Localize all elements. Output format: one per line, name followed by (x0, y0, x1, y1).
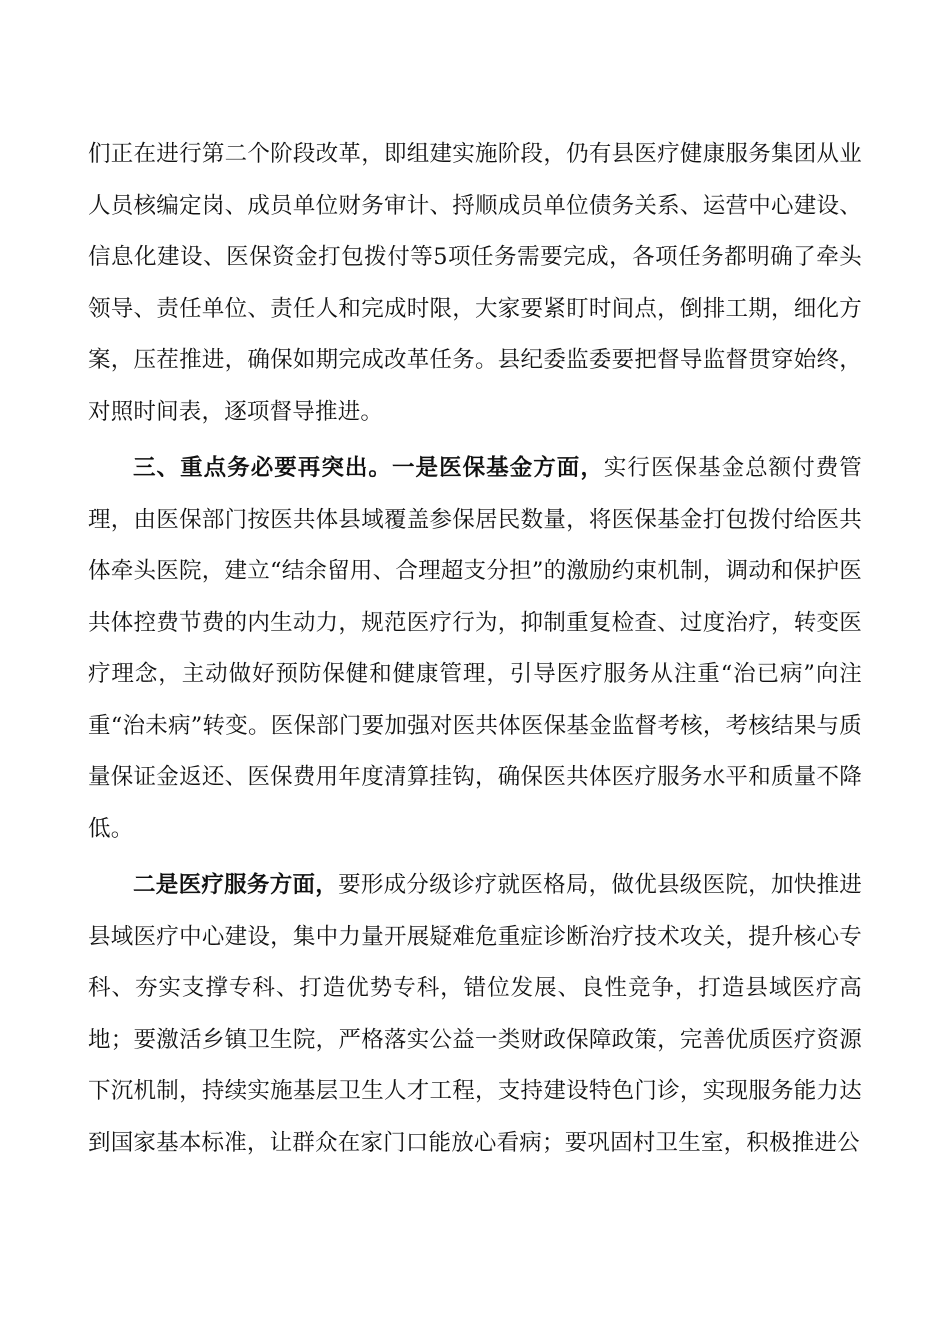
subsection-heading-medical-services: 二是医疗服务方面， (133, 872, 339, 898)
paragraph-section-three (88, 443, 862, 855)
section-heading: 三、重点务必要再突出。 (133, 455, 392, 481)
document-body (88, 129, 862, 1169)
paragraph-medical-services (88, 860, 862, 1169)
paragraph-continuation (88, 129, 862, 438)
paragraph-text: 实行医保基金总额付费管理，由医保部门按医共体县域覆盖参保居民数量，将医保基金打包拨付给医共体牵头医院，建立“结余留用、合理超支分担”的激励约束机制，调动和保护医共体控费节费的内生动力，规范医疗行为，抑制重复检查、过度治疗，转变医疗理念，主动做好预防保健和健康管理，引导医疗服务从注重“治已病”向注重“治未病”转变。医保部门要加强对医共体医保基金监督考核，考核结果与质量保证金返还、医保费用年度清算挂钩，确保医共体医疗服务水平和质量不降低。 (88, 455, 863, 842)
paragraph-text: 要形成分级诊疗就医格局，做优县级医院，加快推进县域医疗中心建设，集中力量开展疑难危重症诊断治疗技术攻关，提升核心专科、夯实支撑专科、打造优势专科，错位发展、良性竞争，打造县域医疗高地；要激活乡镇卫生院，严格落实公益一类财政保障政策，完善优质医疗资源下沉机制，持续实施基层卫生人才工程，支持建设特色门诊，实现服务能力达到国家基本标准，让群众在家门口能放心看病；要巩固村卫生室，积极推进公 (88, 872, 862, 1156)
subsection-heading-medical-insurance: 一是医保基金方面， (391, 455, 604, 481)
paragraph-text: 们正在进行第二个阶段改革，即组建实施阶段，仍有县医疗健康服务集团从业人员核编定岗、成员单位财务审计、捋顺成员单位债务关系、运营中心建设、信息化建设、医保资金打包拨付等5项任务需要完成，各项任务都明确了牵头领导、责任单位、责任人和完成时限，大家要紧盯时间点，倒排工期，细化方案，压茬推进，确保如期完成改革任务。县纪委监委要把督导监督贯穿始终，对照时间表，逐项督导推进。 (88, 141, 862, 425)
